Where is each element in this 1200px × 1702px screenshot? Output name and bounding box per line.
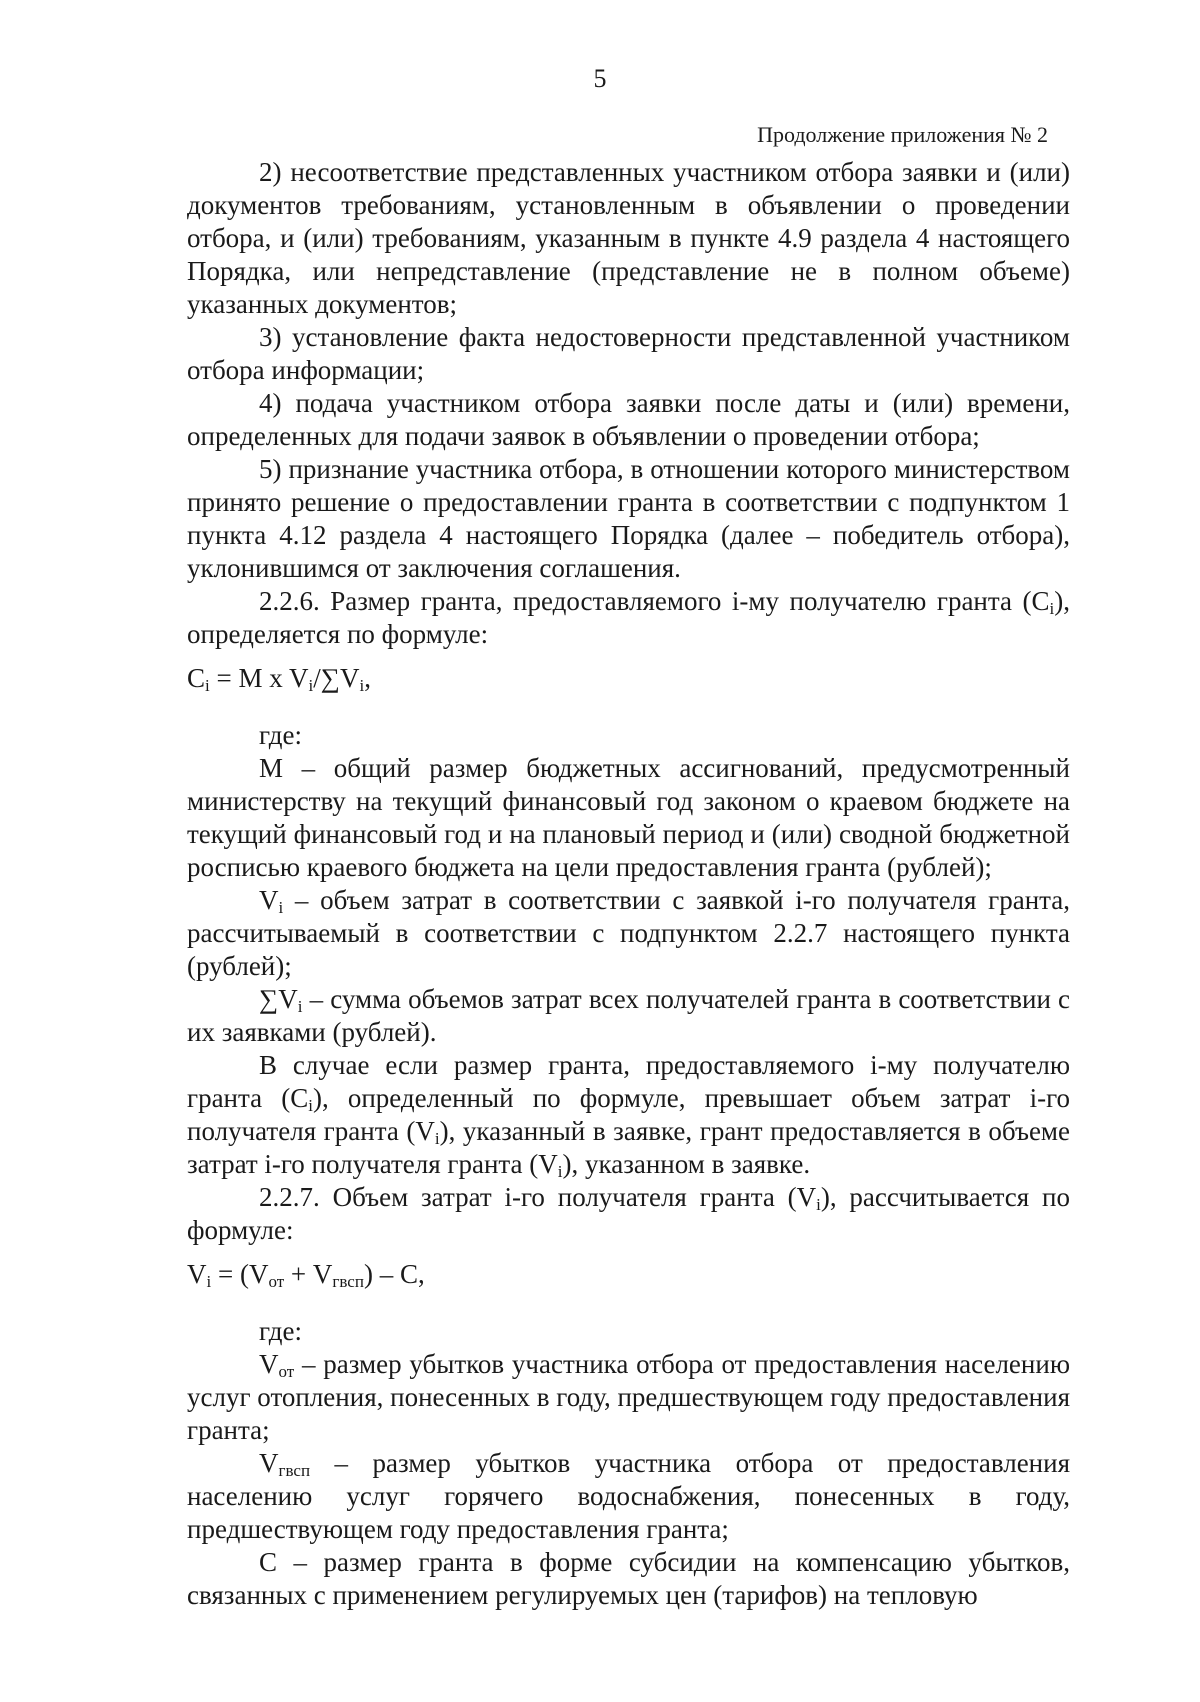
paragraph-2-2-7: 2.2.7. Объем затрат i-го получателя гранта $(V_i)$, рассчитывается по формуле: [187,1182,1070,1245]
formula-grant-size: $C_i = M$ x $V_i/\sum V_i$, [187,663,371,695]
paragraph-2-2-6: 2.2.6. Размер гранта, предоставляемого i-му получателю гранта $(C_i)$, определяется по формуле: [187,586,1070,649]
paragraph-item-3: 3) установление факта недостоверности представленной участником отбора информации; [187,322,1070,385]
where-label: где: [259,720,302,750]
definition-sum-vi: $\sum V_i$ – сумма объемов затрат всех получателей гранта в соответствии с их заявками (рублей). [187,984,1070,1047]
where-label: где: [259,1316,302,1346]
definition-v-gvsp: $V_{гвсп}$ – размер убытков участника отбора от предоставления населению услуг горячего водоснабжения, понесенных в году, предшествующем году предоставления гранта; [187,1448,1070,1544]
page-number: 5 [593,64,607,93]
paragraph-item-5: 5) признание участника отбора, в отношении которого министерством принято решение о предоставлении гранта в соответствии с подпунктом 1 пункта 4.12 раздела 4 настоящего Порядка (далее – победитель отбора), уклонившимся от заключения соглашения. [187,454,1070,583]
paragraph-exceeds-case: В случае если размер гранта, предоставляемого i-му получателю гранта $(C_i)$, определенный по формуле, превышает объем затрат i-го получателя гранта $(V_i)$, указанный в заявке, грант предоставляется в объеме затрат i-го получателя гранта $(V_i)$, указанном в заявке. [187,1050,1070,1181]
definition-vi: $V_i$ – объем затрат в соответствии с заявкой i-го получателя гранта, рассчитываемый в соответствии с подпунктом 2.2.7 настоящего пункта (рублей); [187,885,1070,981]
paragraph-item-4: 4) подача участником отбора заявки после даты и (или) времени, определенных для подачи заявок в объявлении о проведении отбора; [187,388,1070,451]
definition-v-ot: $V_{от}$ – размер убытков участника отбора от предоставления населению услуг отопления, понесенных в году, предшествующем году предоставления гранта; [187,1349,1070,1445]
appendix-label: Продолжение приложения № 2 [757,122,1048,147]
document-body [187,156,1070,1612]
paragraph-item-2: 2) несоответствие представленных участником отбора заявки и (или) документов требованиям, установленным в объявлении о проведении отбора, и (или) требованиям, указанным в пункте 4.9 раздела 4 настоящего Порядка, или непредставление (представление не в полном объеме) указанных документов; [187,157,1070,319]
definition-m: M – общий размер бюджетных ассигнований, предусмотренный министерству на текущий финансовый год законом о краевом бюджете на текущий финансовый год и на плановый период и (или) сводной бюджетной росписью краевого бюджета на цели предоставления гранта (рублей); [187,753,1070,882]
formula-cost-volume: $V_i = (V_{от} + V_{гвсп}) - C$, [187,1259,425,1291]
definition-c: C – размер гранта в форме субсидии на компенсацию убытков, связанных с применением регулируемых цен (тарифов) на тепловую [187,1547,1070,1610]
